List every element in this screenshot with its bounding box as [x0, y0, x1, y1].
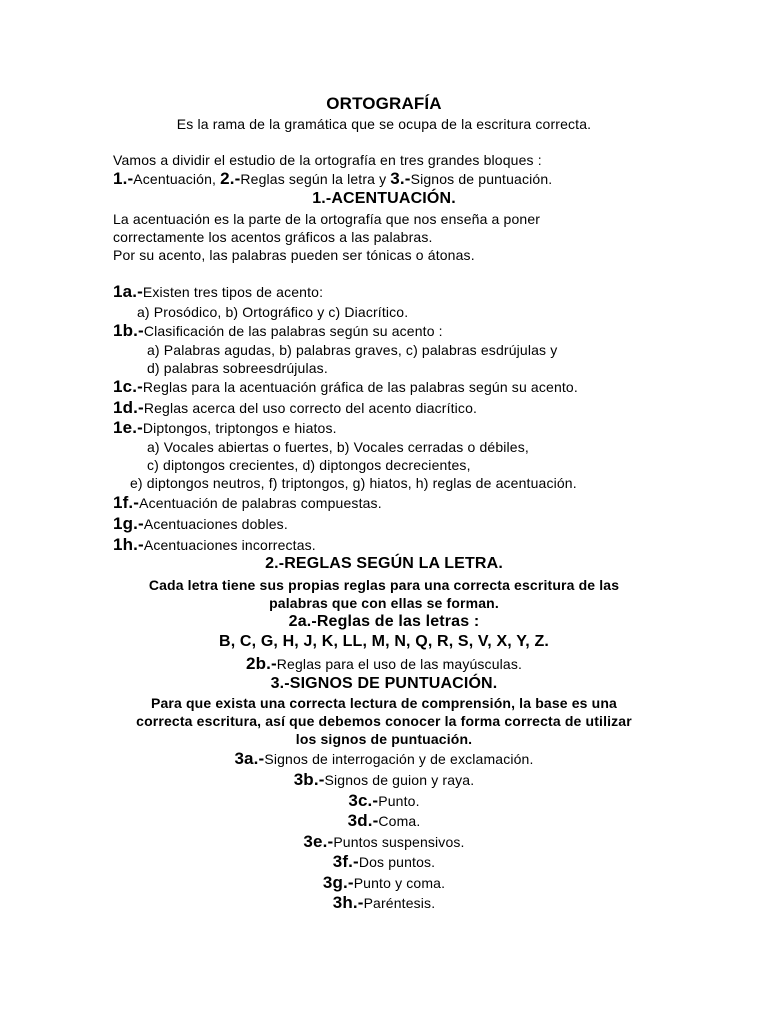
item-number: 3a.- [234, 749, 265, 768]
list-item-2b [0, 655, 768, 673]
section-1-paragraph-line: La acentuación es la parte de la ortografía que nos enseña a poner [113, 211, 541, 227]
item-number: 3e.- [303, 832, 334, 851]
list-subitem: d) palabras sobreesdrújulas. [147, 360, 328, 376]
section-2-paragraph-line: Cada letra tiene sus propias reglas para una correcta escritura de las [148, 577, 620, 593]
item-number: 3f.- [332, 852, 359, 871]
list-item-3c [0, 792, 768, 810]
list-item-3b [0, 771, 768, 789]
list-item-1e [113, 419, 337, 437]
list-subitem: a) Vocales abiertas o fuertes, b) Vocales cerradas o débiles, [147, 439, 529, 455]
item-text: Clasificación de las palabras según su acento : [143, 323, 443, 339]
block-2-number: 2.- [220, 169, 241, 188]
subtitle: Es la rama de la gramática que se ocupa de la escritura correcta. [176, 116, 592, 132]
section-3-paragraph-line: correcta escritura, así que debemos conocer la forma correcta de utilizar [136, 713, 632, 729]
item-number: 2b.- [245, 654, 277, 673]
block-1-number: 1.- [113, 169, 134, 188]
block-1-text: Acentuación, [133, 171, 221, 187]
list-item-1f [113, 494, 382, 512]
letters-list: B, C, G, H, J, K, LL, M, N, Q, R, S, V, X, Y, Z. [219, 633, 549, 650]
section-2a-heading: 2a.-Reglas de las letras : [288, 613, 480, 630]
section-3-paragraph-line: Para que exista una correcta lectura de comprensión, la base es una [150, 695, 617, 711]
item-text: Coma. [378, 813, 421, 829]
section-2-paragraph-line: palabras que con ellas se forman. [269, 595, 499, 611]
item-text: Reglas para el uso de las mayúsculas. [276, 656, 523, 672]
list-item-3a [0, 750, 768, 768]
block-3-text: Signos de puntuación. [410, 171, 553, 187]
list-item-3f [0, 853, 768, 871]
item-text: Existen tres tipos de acento: [142, 284, 324, 300]
item-text: Puntos suspensivos. [333, 834, 465, 850]
list-item-3h [0, 894, 768, 912]
list-item-1c [113, 378, 578, 396]
item-number: 1a.- [113, 282, 143, 301]
item-text: Acentuaciones incorrectas. [143, 537, 316, 553]
item-number: 1e.- [113, 418, 143, 437]
item-text: Signos de guion y raya. [324, 772, 475, 788]
list-item-1h [113, 536, 316, 554]
list-subitem: c) diptongos crecientes, d) diptongos decrecientes, [147, 457, 471, 473]
section-1-heading: 1.-ACENTUACIÓN. [312, 190, 456, 207]
section-2-heading: 2.-REGLAS SEGÚN LA LETRA. [265, 555, 503, 572]
item-number: 1b.- [113, 321, 144, 340]
item-number: 1c.- [113, 377, 143, 396]
list-item-1d [113, 399, 477, 417]
section-3-heading: 3.-SIGNOS DE PUNTUACIÓN. [270, 675, 498, 692]
blocks-line [113, 170, 552, 188]
list-subitem: e) diptongos neutros, f) triptongos, g) hiatos, h) reglas de acentuación. [130, 475, 577, 491]
item-number: 1f.- [113, 493, 140, 512]
list-item-3g [0, 874, 768, 892]
section-1-paragraph-line: correctamente los acentos gráficos a las palabras. [113, 229, 433, 245]
section-3-paragraph-line: los signos de puntuación. [295, 731, 473, 747]
item-text: Punto. [378, 793, 420, 809]
block-2-text: Reglas según la letra y [240, 171, 391, 187]
item-number: 1h.- [113, 535, 144, 554]
item-text: Punto y coma. [353, 875, 446, 891]
list-item-1g [113, 515, 288, 533]
item-text: Reglas para la acentuación gráfica de las palabras según su acento. [142, 379, 578, 395]
list-item-1b [113, 322, 443, 340]
list-subitem: a) Palabras agudas, b) palabras graves, c) palabras esdrújulas y [147, 342, 558, 358]
item-number: 3b.- [293, 770, 325, 789]
item-number: 3c.- [348, 791, 379, 810]
intro-text: Vamos a dividir el estudio de la ortografía en tres grandes bloques : [113, 152, 542, 168]
list-item-1a [113, 283, 323, 301]
item-number: 3d.- [347, 811, 379, 830]
item-text: Acentuaciones dobles. [143, 516, 288, 532]
item-text: Paréntesis. [363, 895, 436, 911]
item-text: Dos puntos. [358, 854, 436, 870]
list-subitem: a) Prosódico, b) Ortográfico y c) Diacrítico. [137, 304, 409, 320]
list-item-3e [0, 833, 768, 851]
item-text: Reglas acerca del uso correcto del acento diacrítico. [143, 400, 478, 416]
section-1-paragraph-line: Por su acento, las palabras pueden ser tónicas o átonas. [113, 247, 475, 263]
item-number: 1d.- [113, 398, 144, 417]
item-number: 3g.- [322, 873, 354, 892]
page-title: ORTOGRAFÍA [326, 94, 442, 113]
item-text: Acentuación de palabras compuestas. [139, 495, 382, 511]
item-text: Signos de interrogación y de exclamación. [264, 751, 534, 767]
item-number: 3h.- [332, 893, 364, 912]
item-number: 1g.- [113, 514, 144, 533]
list-item-3d [0, 812, 768, 830]
block-3-number: 3.- [390, 169, 411, 188]
item-text: Diptongos, triptongos e hiatos. [142, 420, 337, 436]
